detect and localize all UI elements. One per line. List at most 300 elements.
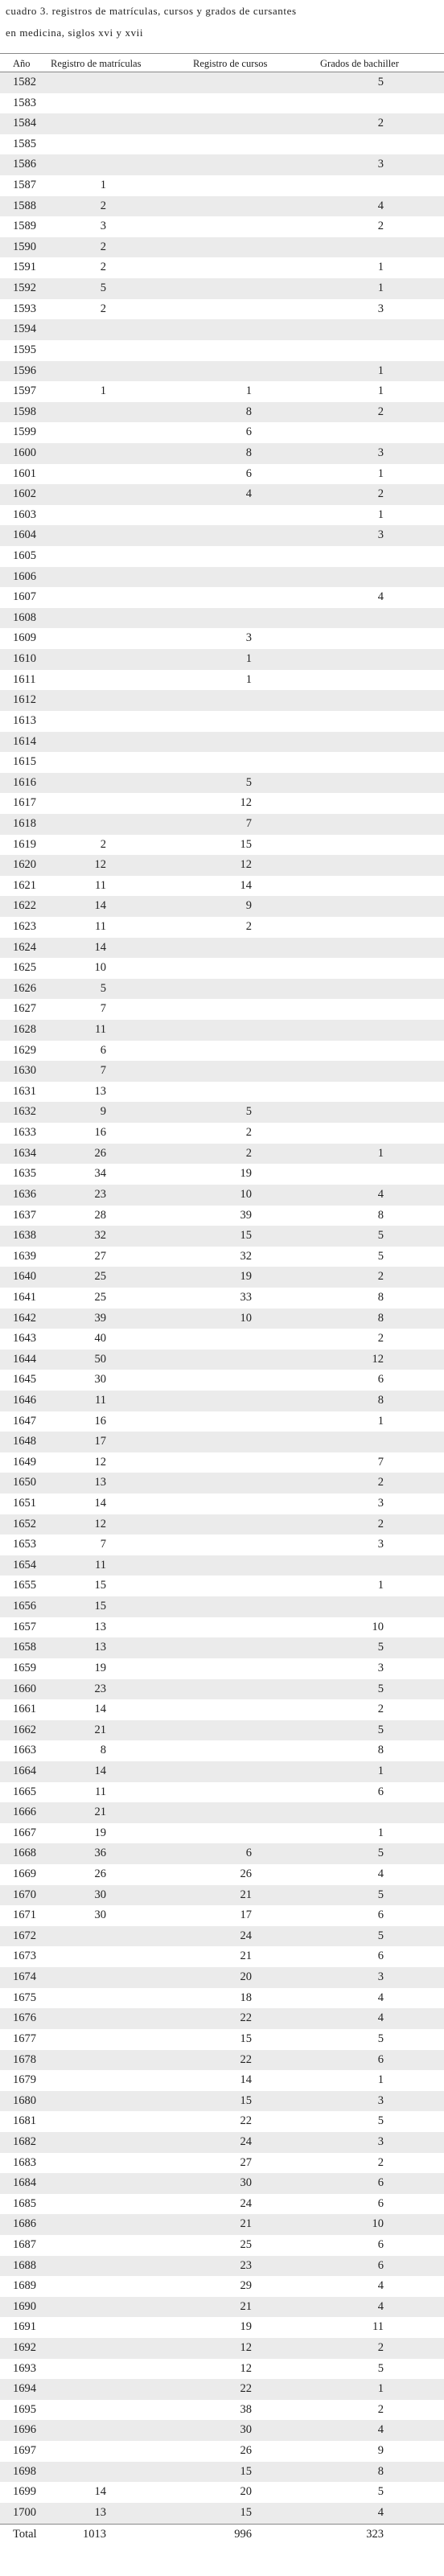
cell-cursos: 22 [240,2114,252,2128]
cell-cursos: 12 [240,796,252,810]
cell-year: 1659 [13,1661,36,1674]
cell-year: 1642 [13,1311,36,1325]
cell-bachiller: 4 [377,2299,384,2313]
cell-cursos: 22 [240,2052,252,2066]
cell-matriculas: 1 [100,384,106,398]
cell-matriculas: 19 [94,1661,106,1674]
cell-year: 1650 [13,1476,36,1489]
cell-bachiller: 3 [377,446,384,459]
cell-year: 1689 [13,2279,36,2293]
cell-matriculas: 2 [100,199,106,212]
cell-bachiller: 5 [377,1229,384,1243]
table-row [0,1123,444,1144]
table-row [0,278,444,299]
cell-matriculas: 1013 [83,2527,106,2541]
table-row [0,1226,444,1247]
cell-bachiller: 6 [377,1908,384,1922]
cell-year: 1696 [13,2423,36,2437]
cell-cursos: 15 [240,2032,252,2045]
table-row [0,216,444,237]
table-row [0,732,444,753]
cell-year: 1592 [13,281,36,295]
cell-bachiller: 5 [377,2032,384,2045]
table-caption [6,0,440,43]
table-row [0,154,444,175]
cell-bachiller: 6 [377,2176,384,2190]
cell-matriculas: 30 [94,1373,106,1387]
cell-matriculas: 13 [94,1620,106,1633]
table-row [0,1988,444,2009]
cell-year: 1622 [13,899,36,913]
cell-year: 1668 [13,1847,36,1860]
cell-matriculas: 21 [94,1723,106,1736]
cell-year: 1679 [13,2073,36,2087]
table-row [0,1247,444,1267]
cell-cursos: 26 [240,1867,252,1881]
cell-year: 1637 [13,1208,36,1222]
cell-year: 1647 [13,1414,36,1428]
cell-year: 1631 [13,1084,36,1098]
cell-year: 1618 [13,816,36,830]
cell-year: 1628 [13,1023,36,1037]
cell-bachiller: 11 [372,2320,384,2334]
cell-cursos: 12 [240,2341,252,2355]
table-row [0,2235,444,2256]
cell-year: 1627 [13,1002,36,1016]
cell-cursos: 6 [245,466,252,480]
cell-bachiller: 7 [377,1455,384,1469]
table-row [0,670,444,691]
cell-matriculas: 7 [100,1002,106,1016]
cell-year: 1582 [13,76,36,88]
cell-matriculas: 16 [94,1414,106,1428]
table-row [0,979,444,1000]
cell-bachiller: 8 [377,1744,384,1757]
cell-bachiller: 12 [372,1352,384,1366]
table-row [0,835,444,856]
cell-year: 1614 [13,734,36,748]
cell-year: 1590 [13,240,36,253]
table-row [0,1823,444,1844]
cell-year: 1624 [13,940,36,954]
cell-year: 1651 [13,1497,36,1510]
cell-year: 1682 [13,2134,36,2148]
table-row [0,299,444,320]
cell-year: 1654 [13,1558,36,1571]
cell-matriculas: 7 [100,1064,106,1078]
cell-matriculas: 15 [94,1579,106,1592]
total-row [0,2524,444,2545]
cell-year: 1693 [13,2361,36,2375]
cell-year: 1604 [13,528,36,542]
cell-cursos: 15 [240,2505,252,2519]
cell-year: 1644 [13,1352,36,1366]
cell-matriculas: 23 [94,1682,106,1695]
cell-matriculas: 26 [94,1867,106,1881]
cell-year: 1585 [13,137,36,150]
cell-year: 1657 [13,1620,36,1633]
cell-year: 1687 [13,2237,36,2251]
cell-year: 1638 [13,1229,36,1243]
cell-matriculas: 15 [94,1600,106,1613]
cell-cursos: 21 [240,1888,252,1901]
table-row [0,2153,444,2174]
cell-year: 1676 [13,2011,36,2025]
cell-matriculas: 11 [95,919,106,933]
cell-bachiller: 2 [377,2155,384,2169]
cell-matriculas: 25 [94,1290,106,1304]
cell-matriculas: 13 [94,1476,106,1489]
cell-cursos: 22 [240,2382,252,2396]
cell-cursos: 21 [240,2217,252,2231]
cell-year: Total [13,2527,37,2541]
header-year: Año [13,58,31,69]
cell-cursos: 3 [245,631,252,645]
header-bachiller: Grados de bachiller [320,58,399,69]
table-row [0,1041,444,1062]
cell-matriculas: 14 [94,899,106,913]
table-row [0,1061,444,1082]
table-row [0,1329,444,1350]
cell-year: 1694 [13,2382,36,2396]
cell-cursos: 19 [240,1270,252,1284]
table-row [0,1164,444,1185]
cell-matriculas: 7 [100,1538,106,1551]
table-row [0,2029,444,2050]
cell-cursos: 20 [240,1970,252,1984]
cell-bachiller: 6 [377,2237,384,2251]
table-row [0,938,444,959]
cell-bachiller: 2 [377,220,384,233]
table-row [0,793,444,814]
cell-cursos: 21 [240,2299,252,2313]
cell-year: 1611 [13,672,36,686]
cell-year: 1608 [13,610,36,624]
cell-matriculas: 5 [100,281,106,295]
cell-matriculas: 14 [94,1764,106,1777]
cell-year: 1623 [13,919,36,933]
cell-bachiller: 10 [372,1620,384,1633]
cell-year: 1588 [13,199,36,212]
cell-year: 1598 [13,405,36,418]
cell-cursos: 18 [240,1991,252,2004]
table-row [0,505,444,526]
cell-cursos: 24 [240,2196,252,2210]
cell-bachiller: 6 [377,2196,384,2210]
cell-matriculas: 16 [94,1126,106,1140]
cell-bachiller: 1 [377,1579,384,1592]
table-row [0,1493,444,1514]
cell-bachiller: 5 [377,1847,384,1860]
cell-year: 1610 [13,652,36,666]
cell-year: 1635 [13,1167,36,1181]
header-matriculas: Registro de matrículas [51,58,142,69]
cell-bachiller: 3 [377,1970,384,1984]
table-row [0,443,444,464]
cell-year: 1663 [13,1744,36,1757]
cell-year: 1695 [13,2402,36,2416]
cell-cursos: 996 [234,2527,252,2541]
cell-matriculas: 36 [94,1847,106,1860]
table-row [0,2111,444,2132]
cell-year: 1680 [13,2093,36,2107]
cell-year: 1626 [13,981,36,995]
cell-year: 1625 [13,961,36,975]
cell-bachiller: 5 [377,1929,384,1942]
cell-year: 1612 [13,693,36,707]
cell-bachiller: 4 [377,1187,384,1201]
cell-year: 1690 [13,2299,36,2313]
cell-year: 1670 [13,1888,36,1901]
cell-cursos: 25 [240,2237,252,2251]
cell-year: 1661 [13,1703,36,1716]
table-row [0,649,444,670]
cell-year: 1629 [13,1043,36,1057]
cell-year: 1609 [13,631,36,645]
cell-year: 1700 [13,2505,36,2519]
cell-year: 1648 [13,1435,36,1448]
table-row [0,2256,444,2277]
cell-matriculas: 8 [100,1744,106,1757]
cell-cursos: 20 [240,2485,252,2499]
cell-cursos: 17 [240,1908,252,1922]
cell-year: 1658 [13,1641,36,1654]
table-row [0,237,444,258]
cell-bachiller: 6 [377,2258,384,2272]
cell-cursos: 14 [240,2073,252,2087]
cell-bachiller: 3 [377,302,384,315]
table-row [0,567,444,588]
cell-cursos: 26 [240,2444,252,2458]
table-row [0,608,444,629]
cell-bachiller: 5 [377,1682,384,1695]
cell-bachiller: 6 [377,1785,384,1798]
cell-cursos: 29 [240,2279,252,2293]
cell-year: 1602 [13,487,36,501]
cell-matriculas: 11 [95,1394,106,1407]
cell-cursos: 30 [240,2176,252,2190]
table-row [0,464,444,485]
cell-cursos: 14 [240,878,252,892]
cell-bachiller: 5 [377,76,384,88]
table-row [0,2462,444,2483]
table-row [0,1514,444,1535]
cell-year: 1641 [13,1290,36,1304]
table-row [0,2070,444,2091]
cell-matriculas: 50 [94,1352,106,1366]
cell-year: 1616 [13,775,36,789]
cell-year: 1583 [13,96,36,109]
table-row [0,1206,444,1226]
cell-bachiller: 2 [377,2402,384,2416]
table-row [0,1658,444,1679]
table-row [0,361,444,382]
table-row [0,896,444,917]
table-row [0,1144,444,1165]
cell-bachiller: 4 [377,2423,384,2437]
cell-bachiller: 8 [377,1311,384,1325]
cell-cursos: 6 [245,1847,252,1860]
table-row [0,917,444,938]
cell-cursos: 10 [240,1311,252,1325]
table-row [0,113,444,134]
cell-bachiller: 3 [377,2134,384,2148]
table-row [0,1699,444,1720]
cell-cursos: 33 [240,1290,252,1304]
table-row [0,1370,444,1391]
cell-bachiller: 8 [377,1394,384,1407]
cell-cursos: 15 [240,2093,252,2107]
cell-matriculas: 11 [95,1558,106,1571]
table-row [0,855,444,876]
table-row [0,422,444,443]
cell-year: 1677 [13,2032,36,2045]
cell-matriculas: 2 [100,240,106,253]
cell-year: 1620 [13,858,36,872]
cell-matriculas: 26 [94,1146,106,1160]
cell-cursos: 4 [245,487,252,501]
cell-year: 1656 [13,1600,36,1613]
cell-year: 1664 [13,1764,36,1777]
table-row [0,773,444,794]
table-row [0,2297,444,2318]
cell-year: 1671 [13,1908,36,1922]
cell-year: 1691 [13,2320,36,2334]
cell-bachiller: 1 [377,2073,384,2087]
cell-bachiller: 2 [377,2341,384,2355]
cell-bachiller: 3 [377,2093,384,2107]
table-row [0,587,444,608]
table-row [0,484,444,505]
table-row [0,1617,444,1638]
table-row [0,690,444,711]
cell-bachiller: 6 [377,1949,384,1963]
cell-year: 1605 [13,549,36,563]
cell-bachiller: 1 [377,1764,384,1777]
cell-year: 1599 [13,425,36,439]
cell-bachiller: 3 [377,528,384,542]
cell-cursos: 5 [245,1105,252,1119]
cell-bachiller: 2 [377,1332,384,1346]
cell-year: 1645 [13,1373,36,1387]
table-row [0,711,444,732]
table-row [0,2091,444,2112]
table-row [0,257,444,278]
cell-bachiller: 2 [377,487,384,501]
cell-cursos: 23 [240,2258,252,2272]
cell-bachiller: 2 [377,405,384,418]
cell-bachiller: 2 [377,1517,384,1530]
cell-matriculas: 14 [94,1497,106,1510]
cell-year: 1646 [13,1394,36,1407]
cell-bachiller: 1 [377,1414,384,1428]
cell-year: 1586 [13,158,36,171]
table-row [0,1267,444,1288]
cell-matriculas: 13 [94,2505,106,2519]
cell-cursos: 12 [240,858,252,872]
cell-cursos: 19 [240,2320,252,2334]
cell-cursos: 10 [240,1187,252,1201]
cell-cursos: 8 [245,405,252,418]
table-row [0,340,444,361]
table-row [0,2359,444,2380]
table-row [0,1802,444,1823]
cell-matriculas: 1 [100,179,106,192]
cell-year: 1683 [13,2155,36,2169]
cell-matriculas: 30 [94,1908,106,1922]
table-row [0,2050,444,2071]
table-body [0,72,444,2545]
table-row [0,1082,444,1103]
table-row [0,752,444,773]
cell-matriculas: 2 [100,302,106,315]
cell-year: 1686 [13,2217,36,2231]
cell-bachiller: 6 [377,1373,384,1387]
cell-bachiller: 4 [377,1867,384,1881]
cell-year: 1607 [13,590,36,604]
cell-cursos: 39 [240,1208,252,1222]
cell-year: 1639 [13,1249,36,1263]
cell-matriculas: 2 [100,837,106,851]
cell-matriculas: 27 [94,1249,106,1263]
cell-bachiller: 3 [377,1497,384,1510]
table-row [0,2338,444,2359]
cell-bachiller: 9 [377,2444,384,2458]
cell-year: 1603 [13,507,36,521]
cell-year: 1669 [13,1867,36,1881]
cell-bachiller: 5 [377,2361,384,2375]
table-row [0,1102,444,1123]
table-row [0,1946,444,1967]
cell-matriculas: 21 [94,1806,106,1819]
cell-year: 1678 [13,2052,36,2066]
cell-year: 1653 [13,1538,36,1551]
cell-year: 1606 [13,569,36,583]
cell-bachiller: 8 [377,2464,384,2478]
cell-cursos: 12 [240,2361,252,2375]
cell-year: 1684 [13,2176,36,2190]
cell-year: 1672 [13,1929,36,1942]
table-row [0,1905,444,1926]
cell-year: 1640 [13,1270,36,1284]
cell-matriculas: 28 [94,1208,106,1222]
table-row [0,2379,444,2400]
table-row [0,958,444,979]
cell-matriculas: 25 [94,1270,106,1284]
cell-year: 1594 [13,323,36,336]
cell-cursos: 2 [245,1126,252,1140]
cell-year: 1685 [13,2196,36,2210]
cell-bachiller: 4 [377,2279,384,2293]
cell-bachiller: 5 [377,1249,384,1263]
cell-cursos: 2 [245,1146,252,1160]
table-row [0,1473,444,1493]
cell-year: 1632 [13,1105,36,1119]
cell-matriculas: 34 [94,1167,106,1181]
cell-matriculas: 10 [94,961,106,975]
cell-cursos: 27 [240,2155,252,2169]
cell-year: 1591 [13,261,36,274]
cell-bachiller: 4 [377,2011,384,2025]
table-row [0,1926,444,1947]
cell-matriculas: 30 [94,1888,106,1901]
cell-bachiller: 1 [377,281,384,295]
cell-matriculas: 32 [94,1229,106,1243]
cell-cursos: 21 [240,1949,252,1963]
cell-matriculas: 19 [94,1826,106,1839]
cell-bachiller: 4 [377,1991,384,2004]
cell-matriculas: 12 [94,858,106,872]
